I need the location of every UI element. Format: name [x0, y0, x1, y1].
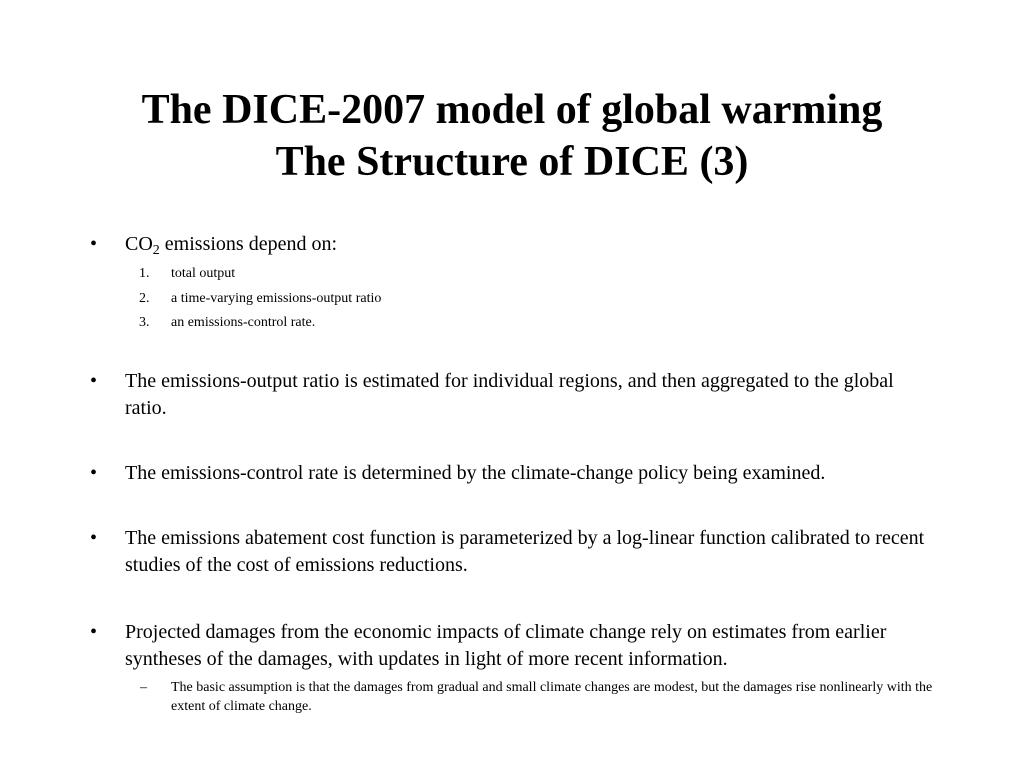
bullet-marker: • — [90, 621, 98, 643]
title-line-2: The Structure of DICE (3) — [275, 139, 749, 185]
sub-bullet-text: The basic assumption is that the damages from gradual and small climate changes are modest, but the damages rise nonlinearly with the extent of climate change. — [171, 680, 933, 714]
bullet-marker: • — [90, 527, 98, 549]
bullet-emissions-control-rate — [90, 460, 940, 487]
bullet-emissions-output-ratio — [90, 368, 940, 422]
bullet-text: The emissions-output ratio is estimated for individual regions, and then aggregated to the global ratio. — [125, 370, 894, 419]
subscript: 2 — [152, 243, 160, 258]
bullet-text: The emissions abatement cost function is parameterized by a log-linear function calibrated to recent studies of the cost of emissions reductions. — [125, 527, 925, 576]
bullet-marker: • — [90, 233, 98, 255]
slide-title — [0, 84, 1024, 188]
bullet-projected-damages — [90, 619, 940, 673]
bullet-text: Projected damages from the economic impacts of climate change rely on estimates from earlier syntheses of the damages, with updates in light of more recent information. — [125, 621, 887, 670]
list-item: 1. total output — [139, 266, 236, 281]
bullet-abatement-cost — [90, 525, 940, 579]
list-item: 2. a time-varying emissions-output ratio — [139, 291, 382, 306]
bullet-text: The emissions-control rate is determined by the climate-change policy being examined. — [125, 462, 826, 484]
dash-marker: – — [140, 680, 147, 695]
bullet-marker: • — [90, 370, 98, 392]
list-item: 3. an emissions-control rate. — [139, 315, 316, 330]
title-line-1: The DICE-2007 model of global warming — [141, 87, 883, 133]
sub-bullet — [140, 678, 940, 716]
bullet-text: $CO_2$ emissions depend on: — [125, 233, 338, 258]
bullet-co2-emissions — [90, 231, 940, 258]
bullet-marker: • — [90, 462, 98, 484]
